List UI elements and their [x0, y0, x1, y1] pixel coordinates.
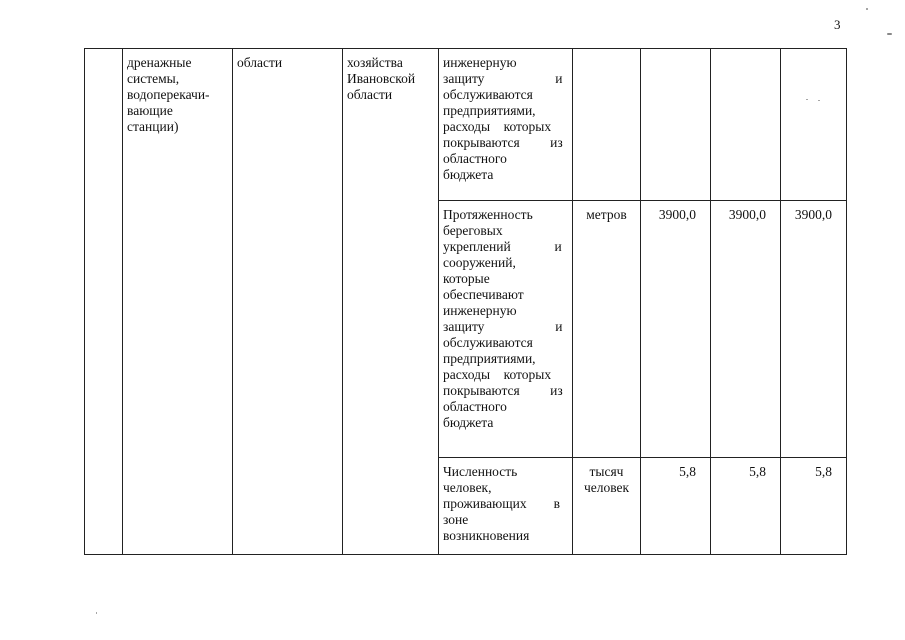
- table-row: [85, 49, 847, 201]
- table-cell-value-1: [641, 49, 711, 201]
- table-cell-value-1: 3900,0: [641, 201, 711, 458]
- table-cell-indicator: инженерную защиту и обслуживаются предприятиями, расходы которых покрываются из областного бюджета: [439, 49, 573, 201]
- table-cell-value-3: 3900,0: [781, 201, 847, 458]
- table-cell-value-3: 5,8: [781, 458, 847, 555]
- table-cell-indicator: Протяженность береговых укреплений и сооружений, которые обеспечивают инженерную защиту и обслуживаются предприятиями, расходы которых покрываются из областного бюджета: [439, 201, 573, 458]
- table-cell-region: области: [233, 49, 343, 555]
- table-cell-indicator: Численность человек, проживающих в зоне возникновения: [439, 458, 573, 555]
- table-cell-object-type: дренажные системы, водоперекачи- вающие станции): [123, 49, 233, 555]
- table-cell-value-2: 3900,0: [711, 201, 781, 458]
- table-cell-value-2: [711, 49, 781, 201]
- scan-speck: [887, 33, 892, 35]
- table-cell-value-3: [781, 49, 847, 201]
- table-cell-value-2: 5,8: [711, 458, 781, 555]
- table-cell-index: [85, 49, 123, 555]
- table-cell-value-1: 5,8: [641, 458, 711, 555]
- table-cell-department: хозяйства Ивановской области: [343, 49, 439, 555]
- indicator-table: [84, 48, 847, 555]
- table-cell-unit: [573, 49, 641, 201]
- table-cell-unit: метров: [573, 201, 641, 458]
- scan-speck: [806, 99, 808, 100]
- table-cell-unit: тысяч человек: [573, 458, 641, 555]
- scan-speck: [96, 612, 97, 614]
- page-number: 3: [834, 17, 841, 32]
- scan-speck: [866, 8, 868, 10]
- scan-speck: [818, 100, 820, 101]
